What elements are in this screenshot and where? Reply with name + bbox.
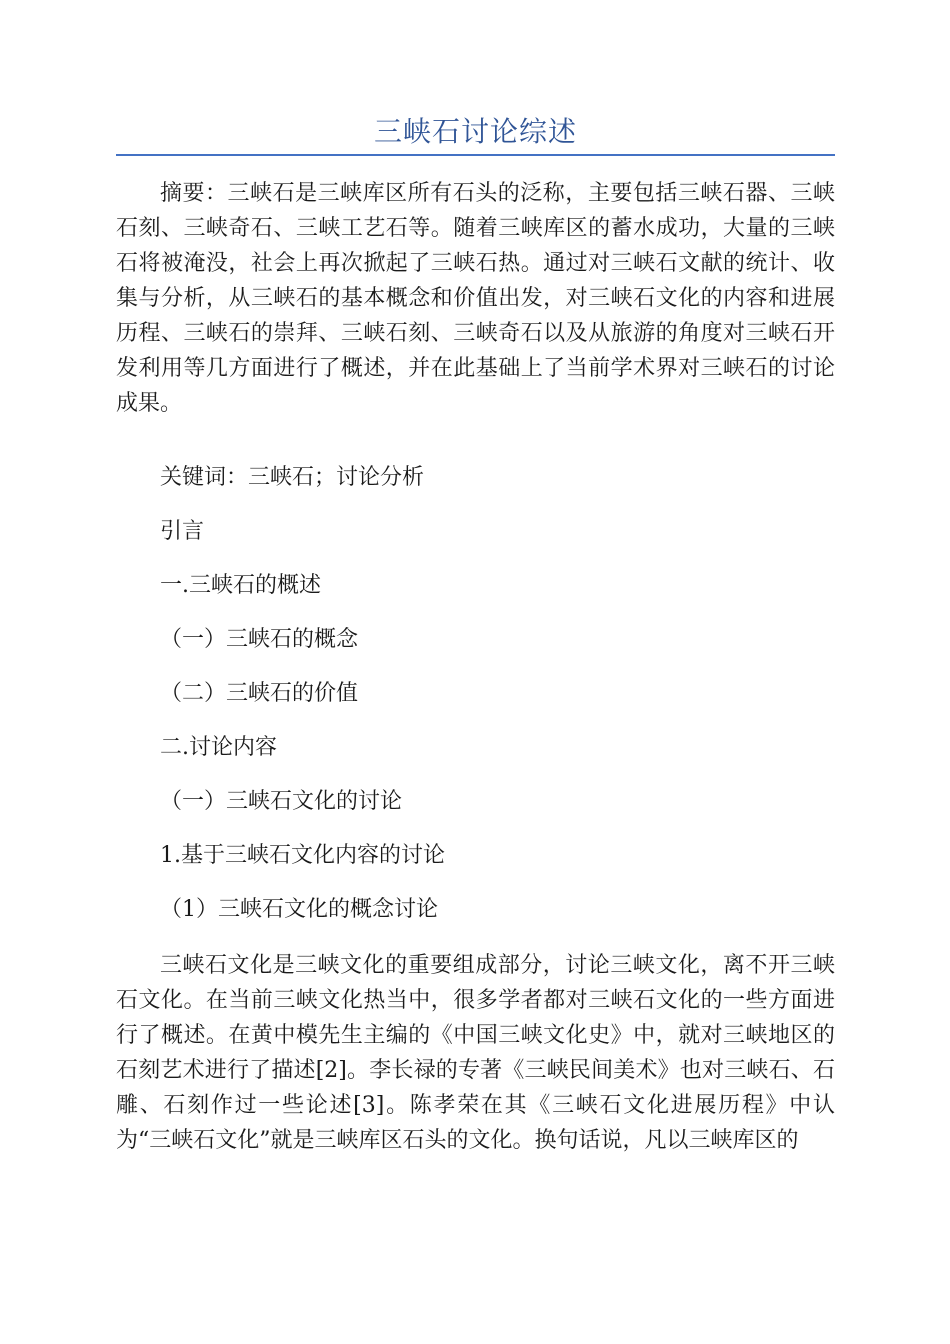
abstract-paragraph: 摘要：三峡石是三峡库区所有石头的泛称，主要包括三峡石器、三峡石刻、三峡奇石、三峡工艺石等。随着三峡库区的蓄水成功，大量的三峡石将被淹没，社会上再次掀起了三峡石热。通过对三峡石文献的统计、收集与分析，从三峡石的基本概念和价值出发，对三峡石文化的内容和进展历程、三峡石的崇拜、三峡石刻、三峡奇石以及从旅游的角度对三峡石开发利用等几方面进行了概述，并在此基础上了当前学术界对三峡石的讨论成果。 (116, 181, 835, 416)
heading-section-2-1-1: 1.基于三峡石文化内容的讨论 (160, 843, 445, 868)
heading-section-1-2: （二）三峡石的价值 (160, 681, 359, 706)
heading-section-2-1-1-1: （1）三峡石文化的概念讨论 (160, 897, 438, 922)
title-underline-divider (116, 154, 835, 156)
keywords-line: 关键词：三峡石；讨论分析 (160, 465, 425, 490)
heading-section-2-1: （一）三峡石文化的讨论 (160, 789, 403, 814)
document-title: 三峡石讨论综述 (373, 115, 577, 148)
heading-intro: 引言 (160, 519, 205, 544)
heading-section-2: 二.讨论内容 (160, 735, 277, 760)
heading-section-1-1: （一）三峡石的概念 (160, 627, 359, 652)
body-paragraph-1: 三峡石文化是三峡文化的重要组成部分，讨论三峡文化，离不开三峡石文化。在当前三峡文化热当中，很多学者都对三峡石文化的一些方面进行了概述。在黄中模先生主编的《中国三峡文化史》中，就对三峡地区的石刻艺术进行了描述[2]。李长禄的专著《三峡民间美术》也对三峡石、石雕、石刻作过一些论述[3]。陈孝荣在其《三峡石文化进展历程》中认为“三峡石文化”就是三峡库区石头的文化。换句话说，凡以三峡库区的 (116, 953, 835, 1153)
heading-section-1: 一.三峡石的概述 (160, 573, 321, 598)
